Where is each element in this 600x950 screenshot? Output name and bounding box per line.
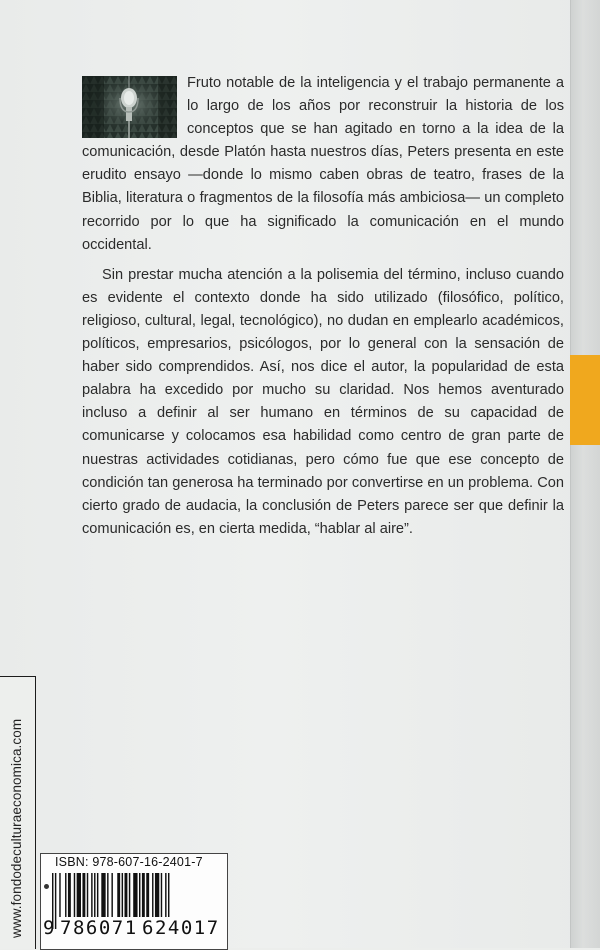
dot-marker [44,884,49,889]
blurb-paragraph-1-text: Fruto notable de la inteligencia y el trabajo permanente a lo largo de los años por reconstruir la historia de los conceptos que se han agitado en torno a la idea de la comunicación, desde Platón hasta nuestros días, Peters presenta en este erudito ensayo —donde lo mismo caben obras de teatro, frases de la Biblia, literatura o fragmentos de la filosofía más ambiciosa— un completo recorrido por lo que ha significado la comunicación en el mundo occidental. [82,75,564,253]
barcode-digits-right: 624017 [142,917,220,939]
barcode-digit-first: 9 [43,917,55,939]
publisher-url: www.fondodeculturaeconomica.com [9,718,24,938]
isbn-label: ISBN: 978-607-16-2401-7 [55,855,203,869]
spine-edge [570,0,600,948]
blurb-paragraph-1 [82,72,564,257]
thumbnail-spacer [82,72,187,138]
spine-color-band [570,355,600,445]
barcode-digits-left: 786071 [60,917,138,939]
barcode-digits [40,917,226,943]
blurb [82,72,564,541]
blurb-paragraph-2: Sin prestar mucha atención a la polisemia del término, incluso cuando es evidente el contexto donde ha sido utilizado (filosófico, político, religioso, cultural, legal, tecnológico), no dudan en emplearlo académicos, políticos, empresarios, psicólogos, por lo general con la sensación de haber sido comprendidos. Así, nos dice el autor, la popularidad de esta palabra ha excedido por mucho su claridad. Nos hemos aventurado incluso a definir al ser humano en términos de su capacidad de comunicarse y colocamos esa habilidad como centro de gran parte de nuestras actividades cotidianas, pero cómo fue que ese concepto de condición tan generosa ha terminado por convertirse en un problema. Con cierto grado de audacia, la conclusión de Peters parece ser que definir la comunicación es, en cierta medida, “hablar al aire”. [82,266,564,537]
